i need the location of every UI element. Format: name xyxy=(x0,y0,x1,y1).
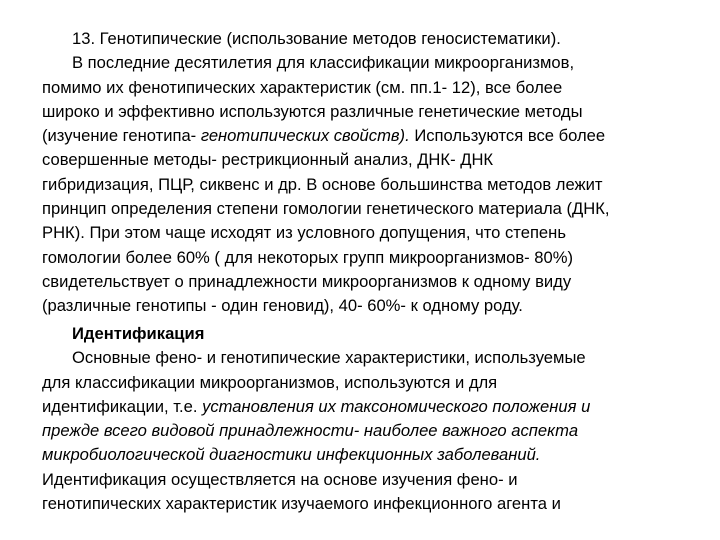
paragraph-line xyxy=(42,419,692,443)
text-run: Основные фено- и генотипические характеристики, используемые xyxy=(72,348,586,368)
paragraph-line xyxy=(42,76,692,100)
text-run: принцип определения степени гомологии генетического материала (ДНК, xyxy=(42,199,610,219)
text-run: Используются все более xyxy=(409,126,606,146)
paragraph-line xyxy=(42,294,692,318)
paragraph-line xyxy=(42,124,692,148)
text-run: идентификации, т.е. xyxy=(42,396,203,416)
text-run: гомологии более 60% ( для некоторых групп микроорганизмов- 80%) xyxy=(42,247,574,267)
section-heading: Идентификация xyxy=(72,324,205,343)
paragraph-line xyxy=(42,443,692,467)
italic-text-run: прежде всего видовой принадлежности- наиболее важного аспекта xyxy=(42,421,579,441)
text-run: 13. Генотипические (использование методов геносистематики). xyxy=(72,29,561,48)
paragraph-line xyxy=(42,100,692,124)
text-run: совершенные методы- рестрикционный анализ, ДНК- ДНК xyxy=(42,150,494,170)
paragraph-line xyxy=(42,395,692,419)
text-run: РНК). При этом чаще исходят из условного допущения, что степень xyxy=(42,223,566,243)
genotypic-methods-section xyxy=(42,27,692,319)
paragraph-line xyxy=(42,246,692,270)
paragraph-line xyxy=(42,148,692,172)
text-run: свидетельствует о принадлежности микроорганизмов к одному виду xyxy=(42,271,572,291)
paragraph-line xyxy=(42,173,692,197)
section-title-line xyxy=(42,27,692,51)
text-run: гибридизация, ПЦР, сиквенс и др. В основе большинства методов лежит xyxy=(42,174,603,194)
italic-text-run: установления их таксономического положения и xyxy=(202,396,591,416)
paragraph-line xyxy=(42,51,692,75)
paragraph-line xyxy=(42,197,692,221)
text-run: широко и эффективно используются различные генетические методы xyxy=(42,101,583,121)
paragraph-line xyxy=(42,221,692,245)
text-run: (изучение генотипа- xyxy=(42,126,201,146)
text-run: генотипических характеристик изучаемого инфекционного агента и xyxy=(42,494,561,514)
text-run: помимо их фенотипических характеристик (см. пп.1- 12), все более xyxy=(42,77,563,97)
italic-text-run: микробиологической диагностики инфекционных заболеваний. xyxy=(42,445,541,465)
paragraph-line xyxy=(42,346,692,370)
text-run: для классификации микроорганизмов, используются и для xyxy=(42,372,498,392)
paragraph-line xyxy=(42,468,692,492)
identification-section xyxy=(42,322,692,516)
paragraph-line xyxy=(42,371,692,395)
text-run: (различные генотипы - один геновид), 40- 60%- к одному роду. xyxy=(42,296,523,316)
paragraph-line xyxy=(42,270,692,294)
paragraph-line xyxy=(42,492,692,516)
italic-text-run: генотипических свойств). xyxy=(200,126,410,146)
text-run: В последние десятилетия для классификации микроорганизмов, xyxy=(72,53,575,73)
text-run: Идентификация осуществляется на основе изучения фено- и xyxy=(42,469,518,489)
